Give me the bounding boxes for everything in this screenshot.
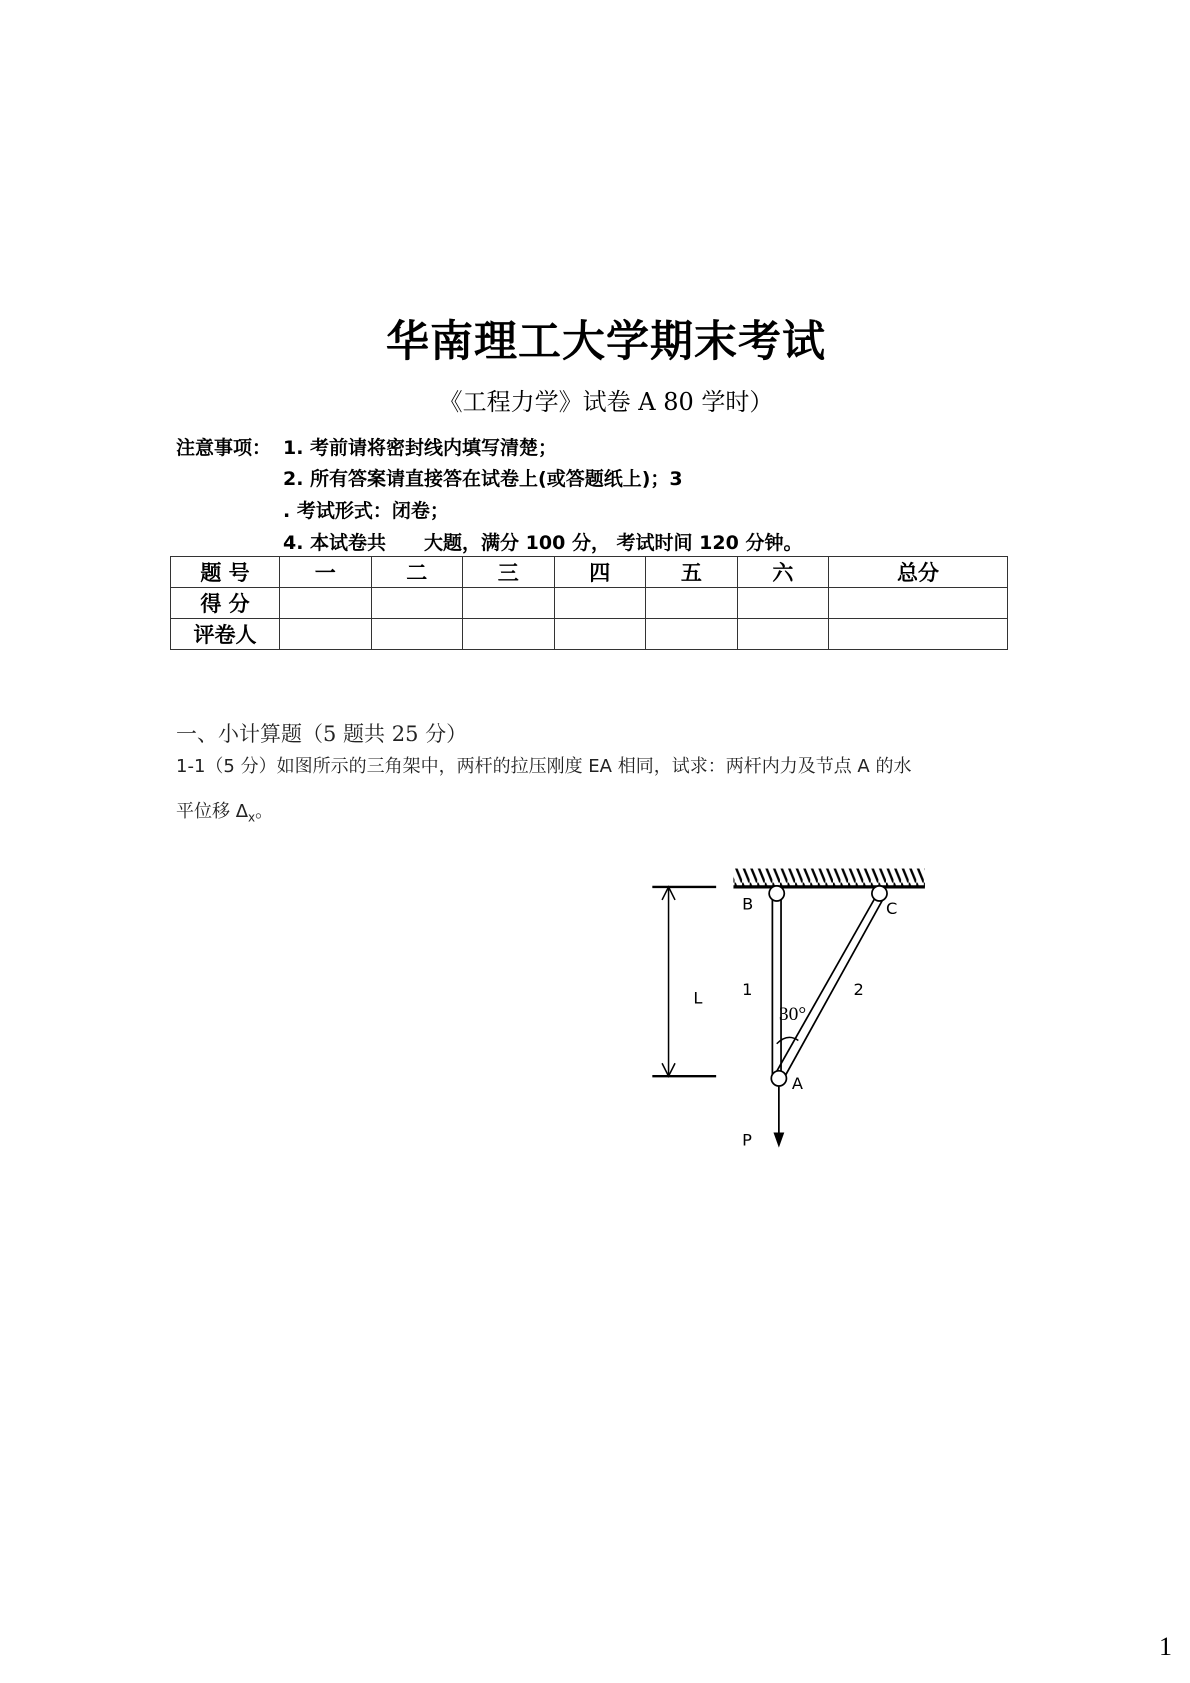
label-P: P (742, 1130, 752, 1150)
table-header-cell: 一 (280, 557, 372, 588)
page-number: 1 (1159, 1632, 1172, 1661)
table-header-cell: 三 (463, 557, 555, 588)
label-C: C (885, 898, 898, 918)
dimension-line-L (652, 887, 716, 1076)
label-A: A (791, 1074, 803, 1094)
fixed-support-hatch (733, 869, 924, 887)
question-text-end: 。 (255, 801, 274, 822)
note-item-4: 4. 本试卷共 大题，满分 100 分， 考试时间 120 分钟。 (283, 532, 803, 554)
note-item-2: 2. 所有答案请直接答在试卷上(或答题纸上)；3 (283, 468, 683, 490)
question-text-main: 平位移 Δ (176, 801, 249, 822)
note-item-3: . 考试形式：闭卷； (283, 500, 449, 522)
label-L: L (693, 988, 703, 1008)
table-header-cell: 题 号 (171, 557, 280, 588)
row-label: 得 分 (171, 588, 280, 619)
pin-B (769, 886, 784, 901)
label-rod-2: 2 (853, 980, 864, 1000)
exam-title: 华南理工大学期末考试 (386, 317, 826, 367)
table-header-cell: 总分 (829, 557, 1008, 588)
label-rod-1: 1 (742, 980, 753, 1000)
table-header-cell: 六 (737, 557, 829, 588)
rod-1 (772, 896, 781, 1078)
subscript-x: x (248, 810, 256, 825)
label-B: B (742, 894, 754, 914)
table-header-cell: 二 (371, 557, 463, 588)
notes-label: 注意事项： (176, 437, 272, 459)
rod-2 (775, 898, 884, 1080)
table-header-cell: 四 (554, 557, 646, 588)
exam-subtitle: 《工程力学》试卷 A 80 学时） (438, 388, 774, 416)
table-header-cell: 五 (646, 557, 738, 588)
pin-A (771, 1071, 786, 1086)
pin-C (872, 886, 887, 901)
load-arrow (773, 1086, 784, 1148)
label-angle: 30° (778, 1003, 807, 1025)
question-text-line1: 1-1（5 分）如图所示的三角架中，两杆的拉压刚度 EA 相同，试求：两杆内力及节点 A 的水 (176, 756, 912, 777)
note-item-1: 1. 考前请将密封线内填写清楚； (283, 437, 558, 459)
section-heading: 一、小计算题（5 题共 25 分） (176, 722, 468, 746)
row-label: 评卷人 (171, 619, 280, 650)
